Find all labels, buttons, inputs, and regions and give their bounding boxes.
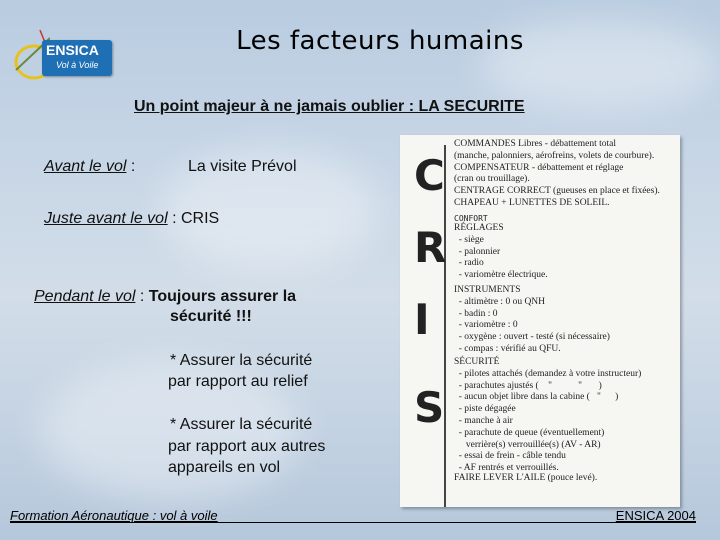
before-flight-sep: :	[126, 158, 136, 175]
before-flight-value: La visite Prévol	[188, 158, 297, 175]
just-before-value: CRIS	[180, 210, 220, 227]
point-relief-2: par rapport au relief	[168, 373, 308, 390]
during-flight-value-2: sécurité !!!	[170, 308, 252, 325]
checklist-confort: CONFORT	[454, 214, 488, 223]
during-flight-value-1: Toujours assurer la	[148, 288, 297, 305]
just-before-sep: :	[167, 210, 181, 227]
checklist-instruments: INSTRUMENTS - altimètre : 0 ou QNH - badin : 0 - variomètre : 0 - oxygène : ouvert - testé (si nécessaire) - compas : vérifié au QFU.	[454, 285, 610, 354]
point-traffic-3: appareils en vol	[168, 459, 281, 476]
letter-i: I	[414, 295, 430, 344]
letter-s: S	[414, 383, 445, 432]
before-flight-label: Avant le vol	[44, 158, 127, 175]
slide-title: Les facteurs humains	[236, 26, 524, 56]
during-flight	[34, 288, 296, 306]
checklist-securite: SÉCURITÉ - pilotes attachés (demandez à votre instructeur) - parachutes ajustés ( " " ) - aucun objet libre dans la cabine ( " ) - piste dégagée - manche à air - parachute de queue (éventuellement) verrière(s) verrouillée(s) (AV - AR) - essai de frein - câble tendu - AF rentrés et verrouillés.	[454, 357, 642, 474]
logo-subtitle: Vol à Voile	[56, 60, 99, 70]
just-before	[44, 210, 219, 228]
point-traffic-1: * Assurer la sécurité	[170, 416, 313, 433]
before-flight	[44, 158, 135, 176]
cris-checklist-card	[400, 135, 680, 507]
during-flight-label: Pendant le vol	[34, 288, 136, 305]
footer-org: ENSICA 2004	[615, 508, 696, 523]
letter-c: C	[414, 151, 445, 200]
footer-course: Formation Aéronautique : vol à voile	[10, 508, 218, 523]
checklist-reglages: RÉGLAGES - siège - palonnier - radio - variomètre électrique.	[454, 223, 548, 281]
checklist-footer: FAIRE LEVER L'AILE (pouce levé).	[454, 473, 598, 483]
letter-r: R	[414, 223, 447, 272]
point-relief-1: * Assurer la sécurité	[170, 352, 313, 369]
slide-subtitle: Un point majeur à ne jamais oublier : LA SECURITE	[134, 98, 525, 115]
just-before-label: Juste avant le vol	[44, 210, 168, 227]
during-flight-sep: :	[135, 288, 149, 305]
point-traffic-2: par rapport aux autres	[168, 438, 326, 455]
logo-title: ENSICA	[46, 42, 99, 58]
checklist-commandes: COMMANDES Libres - débattement total (manche, palonniers, aérofreins, volets de courbure). COMPENSATEUR - débattement et réglage (cran ou trouillage). CENTRAGE CORRECT (gueuses en place et fixées). CHAPEAU + LUNETTES DE SOLEIL.	[454, 139, 660, 208]
